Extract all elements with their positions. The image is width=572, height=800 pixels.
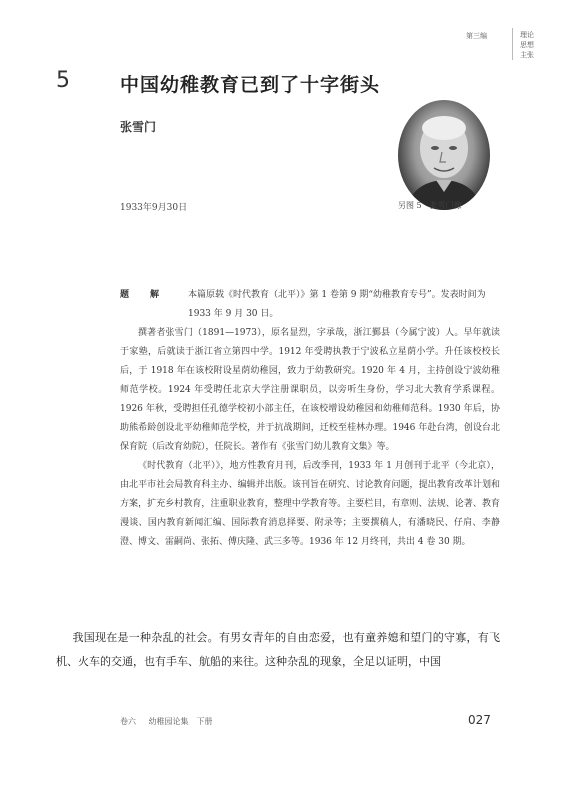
footer-book-title: 幼稚园论集 下册 [148,717,213,726]
portrait-image [398,100,490,210]
chapter-title: 中国幼稚教育已到了十字街头 [120,74,381,96]
section-label: 第三编 [466,32,487,40]
header-divider [512,28,513,60]
chapter-number: 5 [56,68,70,93]
page-number: 027 [468,713,491,727]
vertical-label-1: 理论 [520,31,534,39]
intro-header-row [120,286,500,324]
footer-book-info [120,716,223,727]
intro-paragraph-author: 撰著者张雪门（1891—1973），原名显烈，字承哉，浙江鄞县（今属宁波）人。早年就读于家塾，后就读于浙江省立第四中学。1912 年受聘执教于宁波私立星荫小学。升任该校校长后，于 1918 年在该校附设星荫幼稚园，致力于幼教研究。1920 年 4 月，主持创设宁波幼稚师范学校。1924 年受聘任北京大学注册课职员，以旁听生身份，学习北大教育学系课程。1926 年秋，受聘担任孔德学校初小部主任，在该校增设幼稚园和幼稚师范科。1930 年后，协助熊希龄创设北平幼稚师范学校，并于抗战期间，迁校至桂林办理。1946 年赴台湾，创设台北保育院（后改育幼院），任院长。著作有《张雪门幼儿教育文集》等。 [120,328,500,452]
vertical-label-2: 思想 [520,41,534,49]
author-portrait [398,100,490,210]
intro-label: 题 解 [120,290,166,300]
publication-date: 1933年9月30日 [120,203,188,213]
body-paragraph: 我国现在是一种杂乱的社会。有男女青年的自由恋爱，也有童养媳和望门的守寡，有飞机、火车的交通，也有手车、航船的来往。这种杂乱的现象，全足以证明，中国 [56,631,500,668]
intro-first-line: 本篇原载《时代教育（北平）》第 1 卷第 9 期“幼稚教育专号”。发表时间为 1933 年 9 月 30 日。 [188,290,486,319]
intro-paragraph-journal: 《时代教育（北平）》，地方性教育月刊，后改季刊，1933 年 1 月创刊于北平（今北京），由北平市社会局教育科主办、编辑并出版。该刊旨在研究、讨论教育问题，提出教育改革计划和方案，扩充乡村教育，注重职业教育，整理中学教育等。主要栏目，有章则、法规、论著、教育漫谈、国内教育新闻汇编、国际教育消息择要、附录等；主要撰稿人，有潘晓民、仔肩、李静澄、博文、雷嗣尚、张拓、傅庆隆、武三多等。1936 年 12 月终刊，共出 4 卷 30 期。 [120,461,500,547]
portrait-caption: 另图 5 张雪门像 [398,201,462,210]
vertical-label-3: 主张 [520,51,534,59]
footer-volume: 卷六 [120,717,136,726]
main-body [56,626,500,674]
introduction-section [120,286,500,552]
author-name: 张雪门 [120,120,157,134]
section-vertical-label [520,30,534,60]
